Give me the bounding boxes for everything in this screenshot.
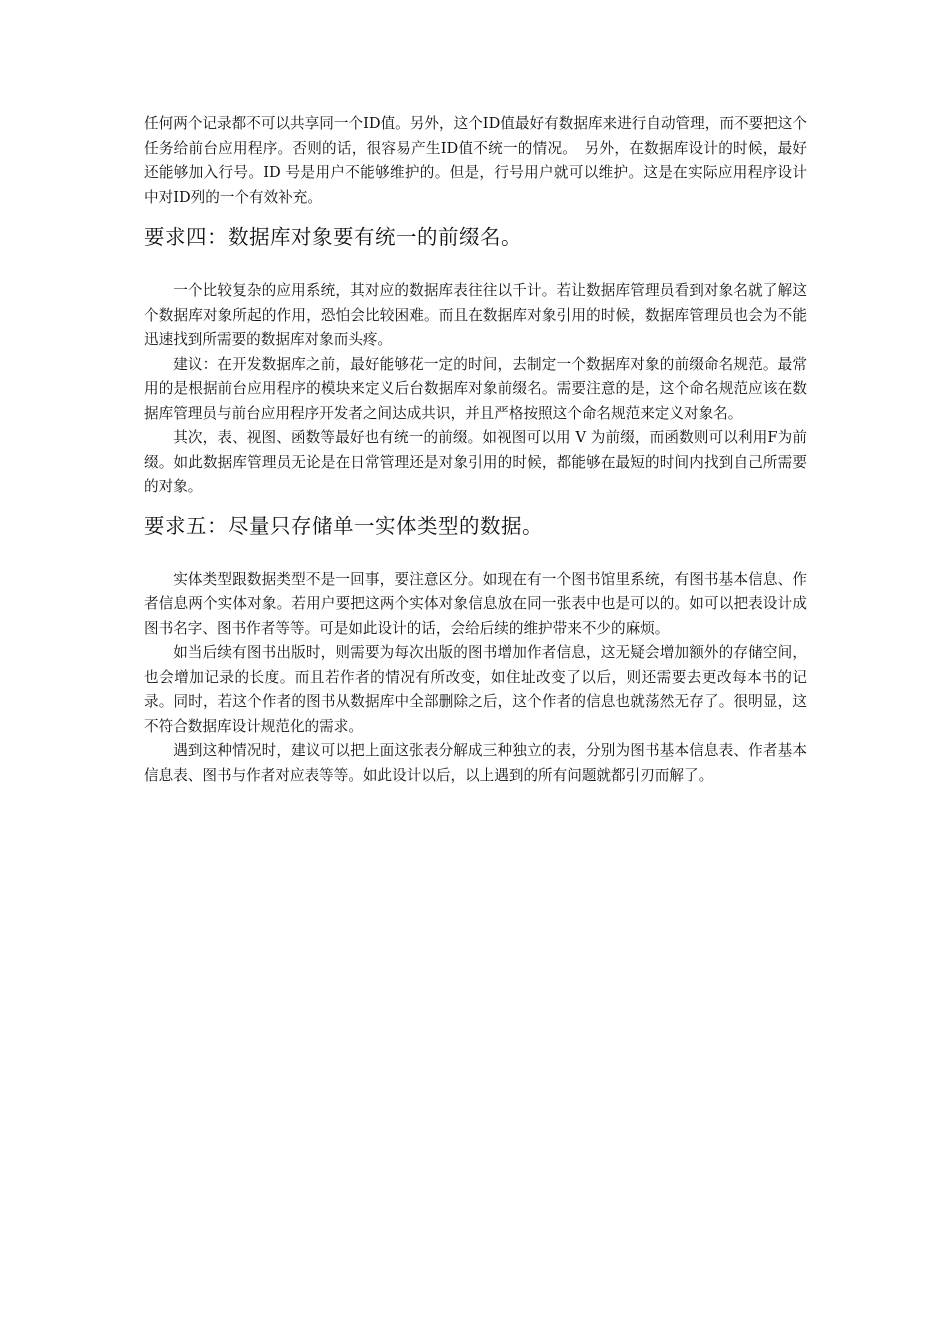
intro-paragraph: 任何两个记录都不可以共享同一个ID值。另外，这个ID值最好有数据库来进行自动管理，而不要把这个任务给前台应用程序。否则的话，很容易产生ID值不统一的情况。 另外，在数据库设计的时候，最好还能够加入行号。ID 号是用户不能够维护的。但是，行号用户就可以维护。这是在实际应用程序设计中对ID列的一个有效补充。 bbox=[144, 115, 807, 206]
section-heading-5: 要求五：尽量只存储单一实体类型的数据。 bbox=[144, 513, 543, 538]
body-paragraph: 实体类型跟数据类型不是一回事，要注意区分。如现在有一个图书馆里系统，有图书基本信息、作者信息两个实体对象。若用户要把这两个实体对象信息放在同一张表中也是可以的。如可以把表设计成图书名字、图书作者等等。可是如此设计的话，会给后续的维护带来不少的麻烦。 bbox=[144, 570, 807, 637]
body-paragraph: 如当后续有图书出版时，则需要为每次出版的图书增加作者信息，这无疑会增加额外的存储空间，也会增加记录的长度。而且若作者的情况有所改变，如住址改变了以后，则还需要去更改每本书的记录。同时，若这个作者的图书从数据库中全部删除之后，这个作者的信息也就荡然无存了。很明显，这不符合数据库设计规范化的需求。 bbox=[144, 644, 807, 735]
body-paragraph: 建议：在开发数据库之前，最好能够花一定的时间，去制定一个数据库对象的前缀命名规范。最常用的是根据前台应用程序的模块来定义后台数据库对象前缀名。需要注意的是，这个命名规范应该在数据库管理员与前台应用程序开发者之间达成共识，并且严格按照这个命名规范来定义对象名。 bbox=[144, 355, 807, 422]
body-paragraph: 遇到这种情况时，建议可以把上面这张表分解成三种独立的表，分别为图书基本信息表、作者基本信息表、图书与作者对应表等等。如此设计以后，以上遇到的所有问题就都引刃而解了。 bbox=[144, 742, 807, 784]
document-page bbox=[144, 112, 807, 788]
body-paragraph: 其次，表、视图、函数等最好也有统一的前缀。如视图可以用 V 为前缀，而函数则可以利用F为前缀。如此数据库管理员无论是在日常管理还是对象引用的时候，都能够在最短的时间内找到自己所需要的对象。 bbox=[144, 429, 807, 495]
body-paragraph: 一个比较复杂的应用系统，其对应的数据库表往往以千计。若让数据库管理员看到对象名就了解这个数据库对象所起的作用，恐怕会比较困难。而且在数据库对象引用的时候，数据库管理员也会为不能迅速找到所需要的数据库对象而头疼。 bbox=[144, 282, 807, 348]
section-heading-4: 要求四：数据库对象要有统一的前缀名。 bbox=[144, 225, 522, 249]
section-5-body bbox=[144, 568, 807, 789]
section-4-body bbox=[144, 279, 807, 500]
